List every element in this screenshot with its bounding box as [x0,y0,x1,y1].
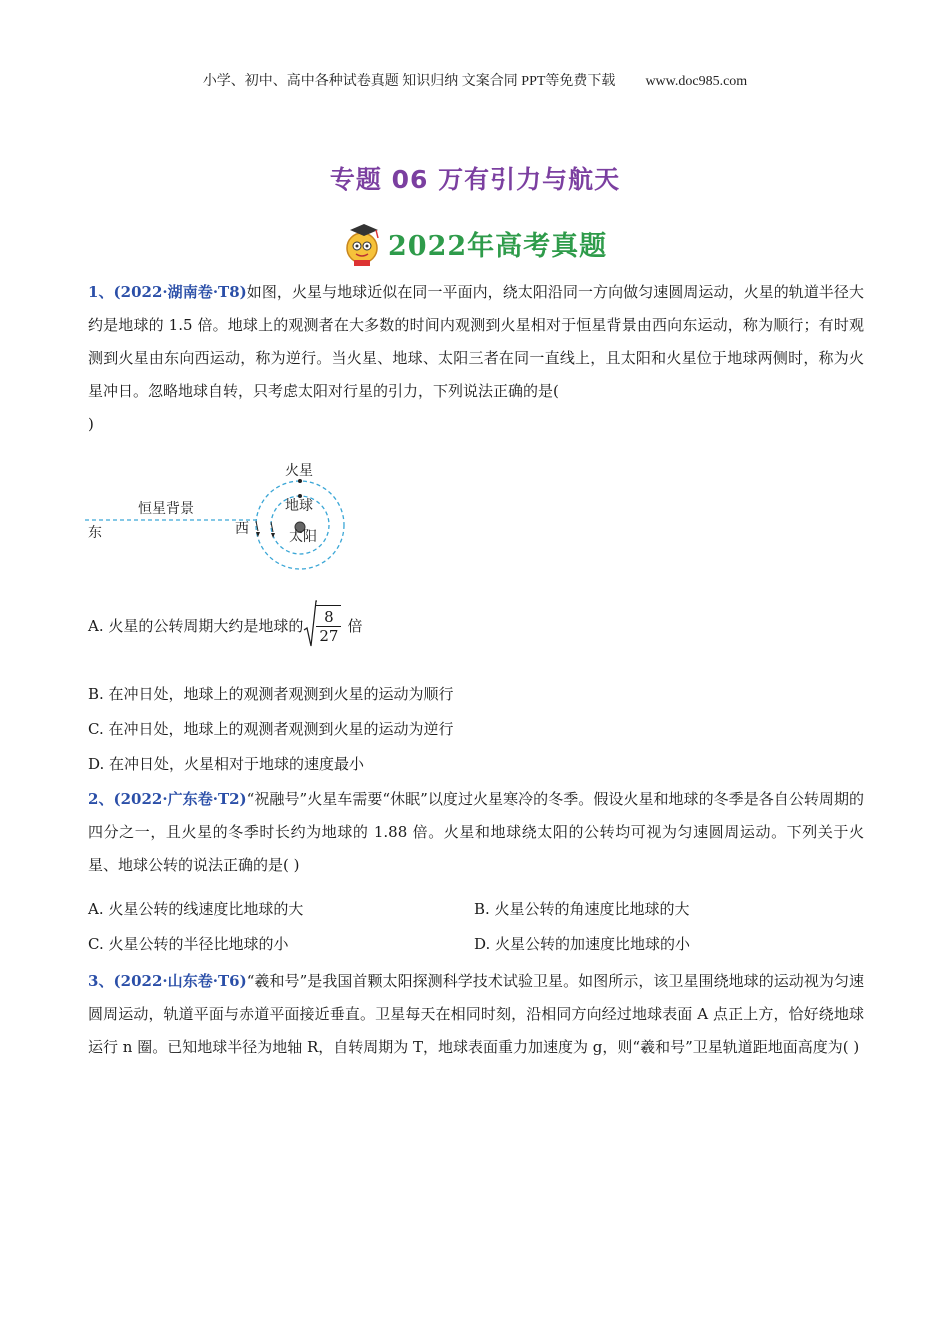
section-badge [330,218,620,268]
east-label: 东 [88,525,102,541]
q2-option-d[interactable]: D. 火星公转的加速度比地球的小 [474,935,691,953]
sun-label: 太阳 [289,529,317,545]
q1-option-a-text: A. 火星的公转周期大约是地球的 [88,616,304,635]
question-1-text-end: ) [88,415,94,433]
west-label: 西 [235,521,249,537]
sqrt-expression [303,600,341,650]
q2-option-a[interactable]: A. 火星公转的线速度比地球的大 [88,900,304,918]
mars-dot [298,479,302,483]
question-1-number: 1、(2022·湖南卷·T8) [88,283,247,301]
question-2-number: 2、(2022·广东卷·T2) [88,790,247,808]
question-1 [88,276,864,441]
question-2-text: “祝融号”火星车需要“休眠”以度过火星寒冷的冬季。假设火星和地球的冬季是各自公转周期的四分之一，且火星的冬季时长约为地球的 1.88 倍。火星和地球绕太阳的公转均可视为匀速圆周运动。下列关于火星、地球公转的说法正确的是( ) [88,790,864,874]
mars-label: 火星 [285,463,313,479]
q1-option-d[interactable]: D. 在冲日处，火星相对于地球的速度最小 [88,755,365,773]
q2-option-b[interactable]: B. 火星公转的角速度比地球的大 [474,900,690,918]
q1-option-a-suffix: 倍 [347,616,363,635]
fraction-denominator: 27 [319,627,339,645]
page-header [0,70,950,90]
q1-option-b[interactable]: B. 在冲日处，地球上的观测者观测到火星的运动为顺行 [88,685,454,703]
question-1-text: 如图，火星与地球近似在同一平面内，绕太阳沿同一方向做匀速圆周运动，火星的轨道半径大约是地球的 1.5 倍。地球上的观测者在大多数的时间内观测到火星相对于恒星背景由西向东运动，称为顺行；有时观测到火星由东向西运动，称为逆行。当火星、地球、太阳三者在同一直线上，且太阳和火星位于地球两侧时，称为火星冲日。忽略地球自转，只考虑太阳对行星的引力，下列说法正确的是( [88,283,864,400]
page-title: 专题 06 万有引力与航天 [329,165,621,194]
badge-text: 2022年高考真题 [388,231,608,262]
orbit-diagram [85,455,355,575]
question-3 [88,965,864,1064]
header-url[interactable]: www.doc985.com [645,74,748,89]
q1-option-c[interactable]: C. 在冲日处，地球上的观测者观测到火星的运动为逆行 [88,720,454,738]
header-text: 小学、初中、高中各种试卷真题 知识归纳 文案合同 PPT等免费下载 [202,74,616,89]
earth-label: 地球 [285,498,313,514]
mascot-logo [330,218,390,268]
fraction-numerator: 8 [316,608,341,627]
background-label: 恒星背景 [138,501,194,517]
question-3-number: 3、(2022·山东卷·T6) [88,972,247,990]
question-2 [88,783,864,882]
question-3-text: “羲和号”是我国首颗太阳探测科学技术试验卫星。如图所示，该卫星围绕地球的运动视为匀速圆周运动，轨道平面与赤道平面接近垂直。卫星每天在相同时刻，沿相同方向经过地球表面 A 点正上方，恰好绕地球运行 n 圈。已知地球半径为地轴 R，自转周期为 T，地球表面重力加速度为 g，则“羲和号”卫星轨道距地面高度为( ) [88,972,864,1056]
q2-option-c[interactable]: C. 火星公转的半径比地球的小 [88,935,289,953]
q1-option-a[interactable] [88,598,362,652]
